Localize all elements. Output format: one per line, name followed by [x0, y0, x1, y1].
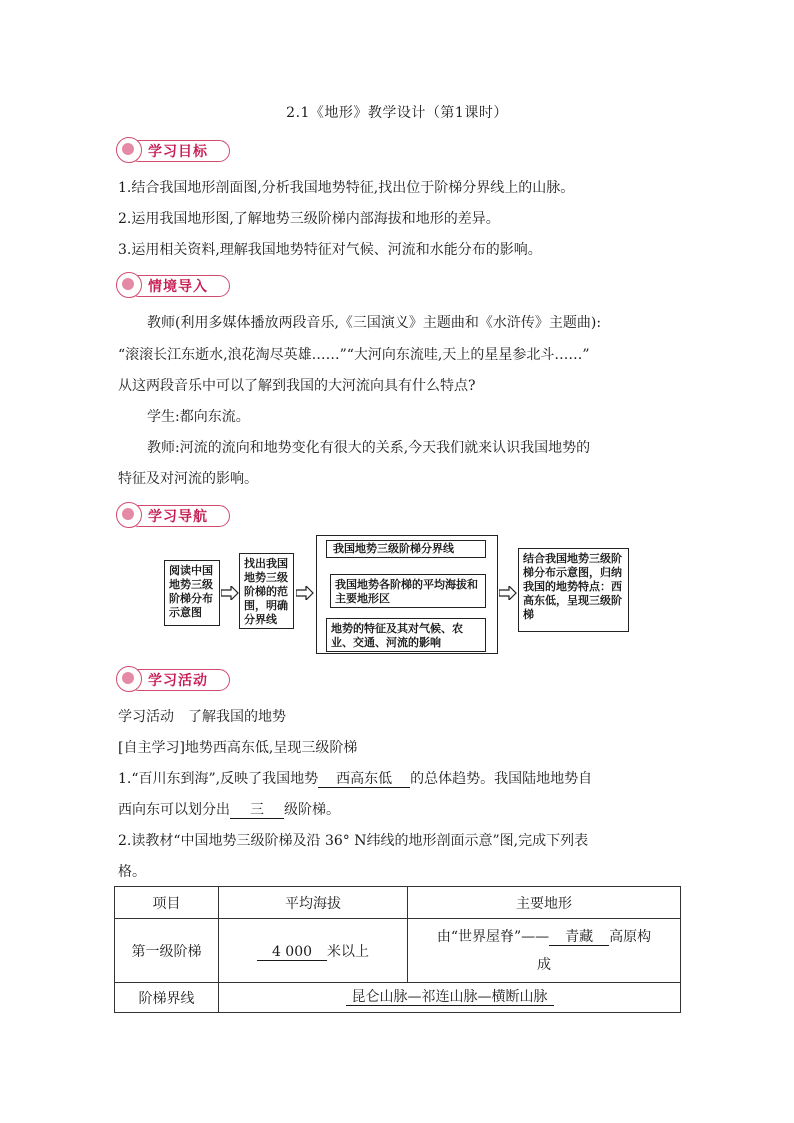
section-badge-activity: 学习活动: [116, 666, 229, 692]
flow-box-read: 阅读中国地势三级阶梯分布示意图: [164, 560, 220, 626]
table-row: [115, 919, 681, 983]
flow-box-boundary: 我国地势三级阶梯分界线: [326, 540, 486, 558]
question-2-cont: 格。: [118, 864, 146, 880]
question-1: 1.“百川东到海”,反映了我国地势 西高东低 的总体趋势。我国陆地地势自: [118, 771, 593, 787]
flow-arrow: [296, 586, 314, 600]
intro-paragraph: 从这两段音乐中可以了解到我国的大河流向具有什么特点?: [118, 378, 476, 394]
goal-item: 3.运用相关资料,理解我国地势特征对气候、河流和水能分布的影响。: [118, 242, 542, 258]
table-cell: 由“世界屋脊”—— 青藏 高原构 成: [408, 919, 681, 983]
question-1-cont: 西向东可以划分出 三 级阶梯。: [118, 802, 340, 818]
flow-box-altitude: 我国地势各阶梯的平均海拔和主要地形区: [330, 574, 486, 608]
intro-paragraph: “滚滚长江东逝水,浪花淘尽英雄……”“大河向东流哇,天上的星星参北斗……”: [118, 347, 590, 363]
answer-blank: 三: [230, 802, 284, 819]
flow-box-find: 找出我国地势三级阶梯的范围，明确分界线: [239, 553, 294, 629]
section-badge-goals: 学习目标: [116, 137, 229, 163]
flow-box-influence: 地势的特征及其对气候、农业、交通、河流的影响: [326, 618, 486, 652]
flow-arrow: [499, 586, 517, 600]
activity-subheading: [自主学习]地势西高东低,呈现三级阶梯: [118, 740, 358, 756]
table-header: 项目: [115, 887, 219, 919]
table-header: 主要地形: [408, 887, 681, 919]
goal-item: 1.结合我国地形剖面图,分析我国地势特征,找出位于阶梯分界线上的山脉。: [118, 180, 575, 196]
table-header-row: [115, 887, 681, 919]
goal-item: 2.运用我国地形图,了解地势三级阶梯内部海拔和地形的差异。: [118, 211, 500, 227]
book-icon: [116, 502, 142, 528]
table-cell: 第一级阶梯: [115, 919, 219, 983]
book-icon: [116, 666, 142, 692]
answer-blank: 昆仑山脉—祁连山脉—横断山脉: [346, 989, 554, 1006]
answer-blank: 4 000: [257, 944, 327, 961]
intro-paragraph: 教师(利用多媒体播放两段音乐,《三国演义》主题曲和《水浒传》主题曲):: [147, 315, 602, 331]
altitude-table: [114, 886, 681, 1013]
answer-blank: 青藏: [549, 929, 609, 946]
table-cell: 阶梯界线: [115, 983, 219, 1013]
book-icon: [116, 137, 142, 163]
table-header: 平均海拔: [219, 887, 408, 919]
table-cell: [219, 983, 681, 1013]
activity-heading: 学习活动 了解我国的地势: [118, 709, 286, 725]
table-cell: 4 000 米以上: [219, 919, 408, 983]
question-2: 2.读教材“中国地势三级阶梯及沿 36° N纬线的地形剖面示意”图,完成下列表: [118, 833, 589, 849]
intro-paragraph: 特征及对河流的影响。: [118, 471, 258, 487]
book-icon: [116, 272, 142, 298]
section-badge-intro: 情境导入: [116, 272, 229, 298]
section-badge-nav: 学习导航: [116, 502, 229, 528]
intro-paragraph: 学生:都向东流。: [147, 409, 250, 425]
answer-blank: 西高东低: [318, 771, 410, 788]
flow-arrow: [221, 586, 239, 600]
flow-box-conclusion: 结合我国地势三级阶梯分布示意图，归纳我国的地势特点：西高东低，呈现三级阶梯: [518, 548, 629, 632]
table-row: [115, 983, 681, 1013]
intro-paragraph: 教师:河流的流向和地势变化有很大的关系,今天我们就来认识我国地势的: [147, 440, 591, 456]
page-title: 2.1《地形》教学设计（第1课时）: [286, 105, 508, 121]
